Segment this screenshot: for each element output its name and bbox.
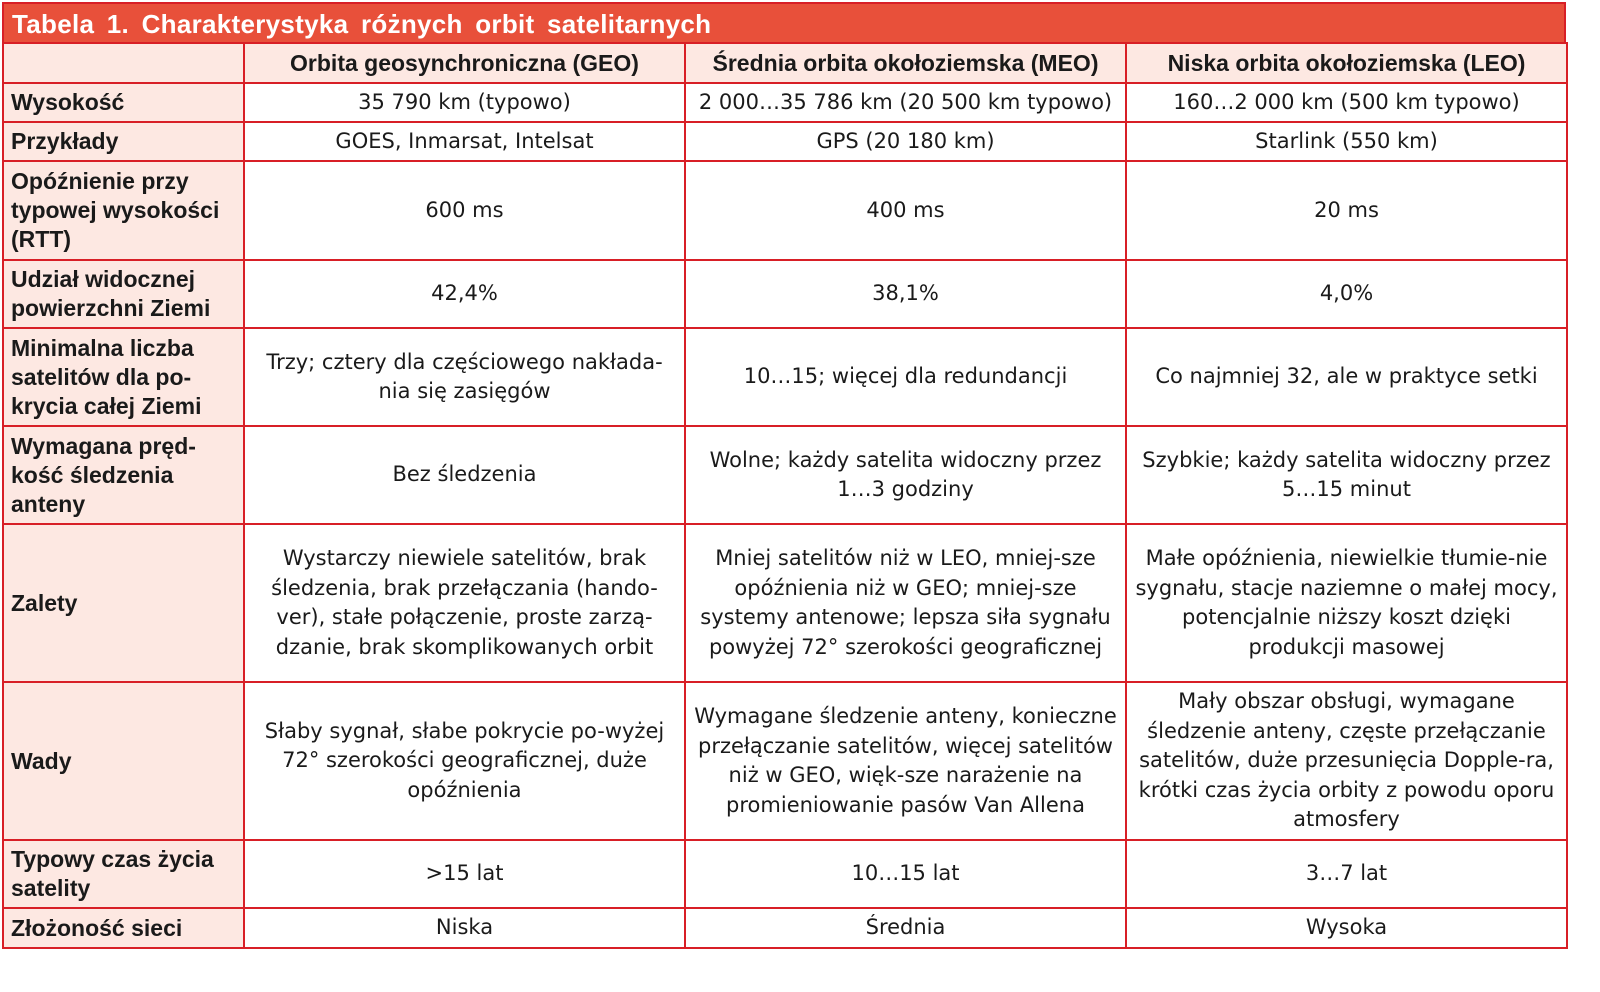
table-row [3,161,1567,260]
cell-meo: Średnia [685,908,1126,948]
table-title: Tabela 1. Charakterystyka różnych orbit satelitarnych [2,2,1566,42]
cell-meo: 400 ms [685,161,1126,260]
orbit-comparison-table [2,42,1568,949]
cell-leo: Co najmniej 32, ale w praktyce setki [1126,328,1567,426]
row-label: Udział widocznej powierzchni Ziemi [3,260,244,328]
table-row [3,122,1567,161]
cell-meo: Mniej satelitów niż w LEO, mniej-sze opóźnienia niż w GEO; mniej-sze systemy antenowe; lepsza siła sygnału powyżej 72° szerokości geograficznej [685,524,1126,682]
table-row [3,908,1567,948]
cell-geo: GOES, Inmarsat, Intelsat [244,122,685,161]
row-label: Wady [3,682,244,840]
row-label: Zalety [3,524,244,682]
cell-leo: 4,0% [1126,260,1567,328]
row-label: Przykłady [3,122,244,161]
header-geo: Orbita geosynchroniczna (GEO) [244,43,685,83]
table-row [3,682,1567,840]
row-label: Opóźnienie przy typowej wysokości (RTT) [3,161,244,260]
cell-leo: 20 ms [1126,161,1567,260]
row-label: Złożoność sieci [3,908,244,948]
orbit-table [2,2,1566,949]
header-row [3,43,1567,83]
cell-leo: Wysoka [1126,908,1567,948]
cell-leo: Małe opóźnienia, niewielkie tłumie-nie sygnału, stacje naziemne o małej mocy, potencjalnie niższy koszt dzięki produkcji masowej [1126,524,1567,682]
cell-geo: Wystarczy niewiele satelitów, brak śledzenia, brak przełączania (hando-ver), stałe połączenie, proste zarzą-dzanie, brak skomplikowanych orbit [244,524,685,682]
cell-meo: 2 000…35 786 km (20 500 km typowo) [685,83,1126,122]
row-label: Wymagana pręd-kość śledzenia anteny [3,426,244,524]
header-leo: Niska orbita okołoziemska (LEO) [1126,43,1567,83]
cell-geo: Słaby sygnał, słabe pokrycie po-wyżej 72° szerokości geograficznej, duże opóźnienia [244,682,685,840]
cell-meo: 10…15 lat [685,840,1126,908]
table-row [3,840,1567,908]
table-row [3,83,1567,122]
row-label: Minimalna liczba satelitów dla po-krycia całej Ziemi [3,328,244,426]
cell-leo: 3…7 lat [1126,840,1567,908]
header-meo: Średnia orbita okołoziemska (MEO) [685,43,1126,83]
cell-leo: Szybkie; każdy satelita widoczny przez 5…15 minut [1126,426,1567,524]
cell-geo: 35 790 km (typowo) [244,83,685,122]
table-row [3,260,1567,328]
table-row [3,426,1567,524]
row-label: Typowy czas życia satelity [3,840,244,908]
cell-meo: 38,1% [685,260,1126,328]
cell-leo: Mały obszar obsługi, wymagane śledzenie anteny, częste przełączanie satelitów, duże przesunięcia Dopple-ra, krótki czas życia orbity z powodu oporu atmosfery [1126,682,1567,840]
cell-meo: 10…15; więcej dla redundancji [685,328,1126,426]
cell-geo: Bez śledzenia [244,426,685,524]
cell-meo: Wolne; każdy satelita widoczny przez 1…3 godziny [685,426,1126,524]
cell-geo: Trzy; cztery dla częściowego nakłada-nia się zasięgów [244,328,685,426]
cell-meo: GPS (20 180 km) [685,122,1126,161]
cell-geo: Niska [244,908,685,948]
header-blank [3,43,244,83]
row-label: Wysokość [3,83,244,122]
cell-geo: 600 ms [244,161,685,260]
cell-leo: 160…2 000 km (500 km typowo) [1126,83,1567,122]
cell-geo: 42,4% [244,260,685,328]
cell-meo: Wymagane śledzenie anteny, konieczne przełączanie satelitów, więcej satelitów niż w GEO, więk-sze narażenie na promieniowanie pasów Van Allena [685,682,1126,840]
table-row [3,524,1567,682]
table-row [3,328,1567,426]
cell-leo: Starlink (550 km) [1126,122,1567,161]
cell-geo: >15 lat [244,840,685,908]
